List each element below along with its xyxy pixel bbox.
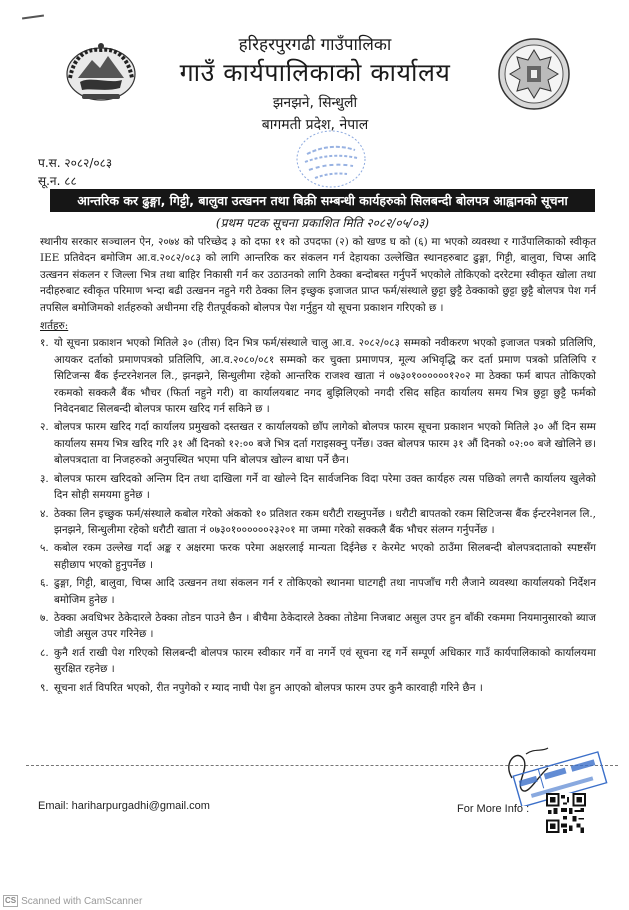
office-name: गाउँ कार्यपालिकाको कार्यालय bbox=[179, 58, 451, 87]
condition-number: ४. bbox=[40, 507, 49, 520]
conditions-heading: शर्तहरु: bbox=[40, 320, 69, 333]
condition-item bbox=[40, 419, 596, 468]
camscanner-text: Scanned with CamScanner bbox=[21, 895, 143, 907]
fiscal-year-ref: प.स. २०८२/०८३ bbox=[38, 156, 113, 170]
camscanner-logo-icon: CS bbox=[5, 896, 17, 905]
office-province: बागमती प्रदेश, नेपाल bbox=[261, 117, 369, 133]
notice-body bbox=[40, 234, 596, 698]
condition-text: ठेक्का अवधिभर ठेकेदारले ठेक्का तोडन पाउने छैन । बीचैमा ठेकेदारले ठेक्का तोडेमा निजबाट असुल उपर हुन बाँकी रकममा नियमानुसारको ब्याज जोडी असुल उपर गरिनेछ । bbox=[54, 611, 596, 641]
notice-title: आन्तरिक कर ढुङ्गा, गिट्टी, बालुवा उत्खनन तथा बिक्री सम्बन्धी कार्यहरुको सिलबन्दी बोलपत्र आह्वानको सूचना bbox=[50, 189, 595, 212]
condition-item bbox=[40, 575, 596, 608]
notice-number-ref: सू.न. ८८ bbox=[38, 174, 77, 188]
letterhead bbox=[140, 32, 490, 136]
condition-item bbox=[40, 610, 596, 643]
municipality-logo-icon bbox=[497, 36, 571, 112]
municipality-name: हरिहरपुरगढी गाउँपालिका bbox=[238, 35, 392, 55]
condition-item bbox=[40, 645, 596, 678]
notice-subtitle: (प्रथम पटक सूचना प्रकाशित मिति २०८२/०५/०३) bbox=[215, 216, 430, 230]
condition-item bbox=[40, 540, 596, 573]
condition-item bbox=[40, 680, 596, 696]
pen-mark bbox=[22, 14, 44, 19]
nepal-emblem-icon bbox=[62, 38, 140, 104]
condition-number: ३. bbox=[40, 472, 49, 485]
condition-number: ७. bbox=[40, 611, 49, 624]
condition-text: कुनै शर्त राखी पेश गरिएको सिलबन्दी बोलपत्र फारम स्वीकार गर्ने वा नगर्ने एवं सूचना रद्द गर्ने सम्पूर्ण अधिकार गाउँ कार्यपालिकाको कार्यालयमा सुरक्षित रहनेछ । bbox=[54, 646, 596, 676]
condition-text: कबोल रकम उल्लेख गर्दा अङ्क र अक्षरमा फरक परेमा अक्षरलाई मान्यता दिईनेछ र केरमेट भएको ठाउँमा सिलबन्दी बोलपत्रदाताको स्पष्टसँग सहीछाप भएको हुनुपर्नेछ । bbox=[54, 542, 596, 571]
condition-number: ५. bbox=[40, 542, 49, 555]
condition-text: ढुङ्गा, गिट्टी, बालुवा, चिप्स आदि उत्खनन तथा संकलन गर्न र तोकिएको स्थानमा घाटगद्दी तथा नापजाँच गरी लैजाने व्यवस्था कार्यालयको निर्देशन बमोजिम हुनेछ । bbox=[54, 577, 596, 606]
condition-number: २. bbox=[40, 421, 49, 434]
condition-number: १. bbox=[40, 337, 49, 350]
notice-intro: स्थानीय सरकार सञ्चालन ऐन, २०७४ को परिच्छेद ३ को दफा ११ को उपदफा (२) को खण्ड घ को (६) मा भएको व्यवस्था र गाउँपालिकाको स्वीकृत IEE प्रतिवेदन बमोजिम आ.व.२०८२/०८३ को लागि आन्तरिक कर संकलन गर्न देहायका उल्लेखित स्थानहरुबाट ढुङ्गा, गिट्टी, बालुवा, चिप्स आदि उत्खनन संकलन र जिल्ला भित्र तथा बाहिर निकासी गर्न कर उठाउनको लागि ठेक्का बन्दोबस्त गर्नुपर्ने भएकोले तोकिएको दररेटमा स्वीकृत खोला तथा नदीहरुबाट स्वीकृत परिमाण भन्दा बढी उत्खनन नहुने गरी ठेक्का लिन इच्छुक इजाजत प्राप्त फर्म/संस्थाले छुट्टा छुट्टै ठेक्काको छुट्टा छुट्टै बोलपत्र पेश गर्न तपसिल बमोजिमको शर्तहरुको अधीनमा रहि रीतपूर्वकको बोलपत्र पेश गर्नुहुन यो सूचना प्रकाशन गरिएको छ । bbox=[40, 236, 596, 314]
condition-item bbox=[40, 506, 596, 539]
condition-text: बोलपत्र फारम खरिद गर्दा कार्यालय प्रमुखको दस्तखत र कार्यालयको छाँप लागेको बोलपत्र फारम सूचना प्रकाशन भएको मितिले ३० औं दिन सम्म कार्यालय समय भित्र खरिद गरि ३१ औं दिनको १२:०० बजे भित्र दर्ता गराइसक्नु पर्नेछ। उक्त बोलपत्र फारम ३१ औं दिनको ०२:०० बजे खोलिने छ। बोलपत्रदाता वा निजहरुको अनुपस्थित भएमा पनि बोलपत्र खोल्न बाधा पर्ने छैन। bbox=[54, 421, 596, 467]
contact-email: Email: hariharpurgadhi@gmail.com bbox=[38, 800, 210, 812]
condition-text: यो सूचना प्रकाशन भएको मितिले ३० (तीस) दिन भित्र फर्म/संस्थाले चालु आ.व. २०८२/०८३ सम्मको नवीकरण भएको इजाजत पत्रको प्रतिलिपि, आयकर दर्ताको प्रमाणपत्रको प्रतिलिपि, आ.व.२०८०/०८१ सम्मको कर चुक्ता प्रमाणपत्र, मूल्य अभिवृद्धि कर दर्ता प्रमाण पत्रको प्रतिलिपि र सिटिजन्स बैंक ईन्टरनेशनल लि., झनझने, सिन्धुलीमा रहेको आन्तरिक राजश्व खाता नं ०७३०१००००००१२०२ मा ठेक्का फर्म बापत तोकिएको रकमको सक्कलै बैंक भौचर (फिर्ता नहुने गरी) वा कार्यालयबाट नगद बुझिलिएको नगदी रसिद सहित कार्यालय समय भित्र छुट्टा छुट्टै फर्मको निवेदनबाट सिलबन्दी बोलपत्र फारम खरिद गर्न सकिने छ । bbox=[54, 337, 596, 416]
condition-number: ८. bbox=[40, 646, 49, 659]
condition-number: ९. bbox=[40, 681, 49, 694]
condition-text: सूचना शर्त विपरित भएको, रीत नपुगेको र म्याद नाघी पेश हुन आएको बोलपत्र फारम उपर कुनै कारवाही गरिने छैन । bbox=[54, 681, 483, 694]
condition-item bbox=[40, 335, 596, 417]
more-info-label: For More Info : bbox=[457, 803, 530, 815]
condition-item bbox=[40, 471, 596, 504]
conditions-list bbox=[40, 335, 596, 696]
condition-text: ठेक्का लिन इच्छुक फर्म/संस्थाले कबोल गरेको अंकको १० प्रतिशत रकम धरौटी राख्नुपर्नेछ । धरौटी बापतको रकम सिटिजन्स बैंक ईन्टरनेशनल लि., झनझने, सिन्धुलीमा रहेको धरौटी खाता नं ०७३०१००००००२३२०१ मा जम्मा गरेको सक्कलै बैंक भौचर संलग्न गर्नुपर्नेछ । bbox=[54, 507, 596, 536]
office-seal-stamp bbox=[293, 128, 369, 190]
qr-code-icon[interactable] bbox=[546, 793, 586, 833]
condition-text: बोलपत्र फारम खरिदको अन्तिम दिन तथा दाखिला गर्ने वा खोल्ने दिन सार्वजनिक विदा परेमा उक्त कार्यहरु त्यस पछिको लगत्तै कार्यालय खुलेको दिन सोही समयमा हुनेछ । bbox=[54, 472, 596, 502]
office-location: झनझने, सिन्धुली bbox=[272, 95, 358, 111]
camscanner-watermark bbox=[3, 895, 142, 907]
condition-number: ६. bbox=[40, 577, 49, 590]
